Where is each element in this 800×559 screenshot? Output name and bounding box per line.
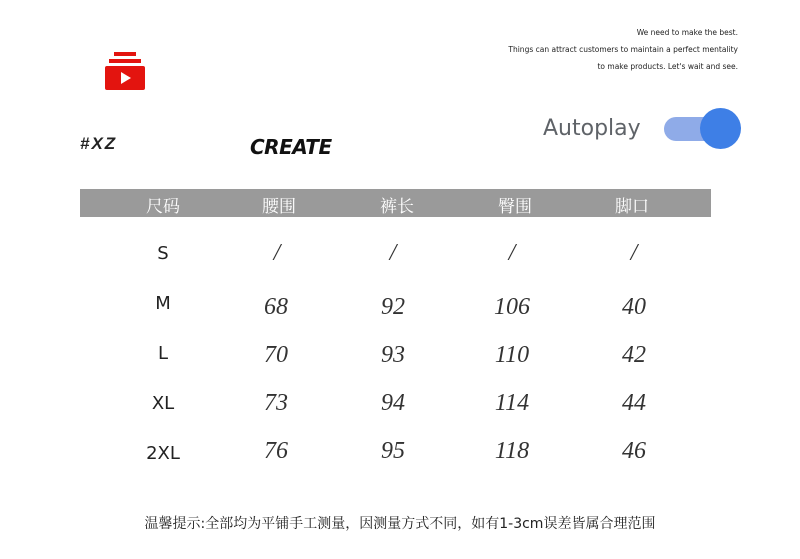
- table-cell: 44: [622, 390, 646, 416]
- size-label: M: [155, 293, 171, 314]
- video-play-icon: [104, 52, 146, 90]
- tagline: [508, 24, 738, 75]
- table-cell: 93: [381, 342, 405, 368]
- table-cell: 68: [264, 294, 288, 320]
- tagline-line: to make products. Let's wait and see.: [597, 62, 738, 71]
- autoplay-toggle[interactable]: [664, 107, 742, 151]
- table-cell: 95: [381, 438, 405, 464]
- tagline-line: Things can attract customers to maintain a perfect mentality: [508, 45, 738, 54]
- header-hip: 臀围: [498, 197, 532, 217]
- size-label: L: [157, 343, 169, 364]
- header-hem: 脚口: [615, 197, 649, 217]
- size-label: 2XL: [146, 443, 180, 464]
- table-cell: 114: [494, 390, 530, 416]
- size-label: S: [157, 243, 169, 264]
- header-waist: 腰围: [262, 197, 296, 217]
- header-size: 尺码: [146, 197, 180, 217]
- table-cell: /: [389, 240, 397, 266]
- toggle-knob: [700, 108, 741, 149]
- table-cell: /: [508, 240, 516, 266]
- table-cell: 40: [622, 294, 646, 320]
- autoplay-label: Autoplay: [543, 116, 641, 141]
- table-cell: 92: [381, 294, 405, 320]
- measurement-note: 温馨提示:全部均为平铺手工测量，因测量方式不同，如有1-3cm误差皆属合理范围: [144, 516, 656, 532]
- table-cell: 94: [381, 390, 405, 416]
- size-label: XL: [151, 393, 175, 414]
- brand-name: CREATE: [250, 135, 332, 159]
- header-length: 裤长: [380, 197, 414, 217]
- table-cell: 73: [264, 390, 288, 416]
- table-cell: /: [630, 240, 638, 266]
- table-cell: 106: [494, 294, 530, 320]
- table-cell: 76: [264, 438, 288, 464]
- brand-tag: #XZ: [80, 134, 118, 153]
- table-cell: /: [273, 240, 281, 266]
- table-cell: 70: [264, 342, 288, 368]
- table-cell: 118: [494, 438, 530, 464]
- table-cell: 46: [622, 438, 646, 464]
- tagline-line: We need to make the best.: [636, 28, 738, 37]
- table-cell: 110: [494, 342, 530, 368]
- size-table-header: [80, 189, 711, 217]
- table-cell: 42: [622, 342, 646, 368]
